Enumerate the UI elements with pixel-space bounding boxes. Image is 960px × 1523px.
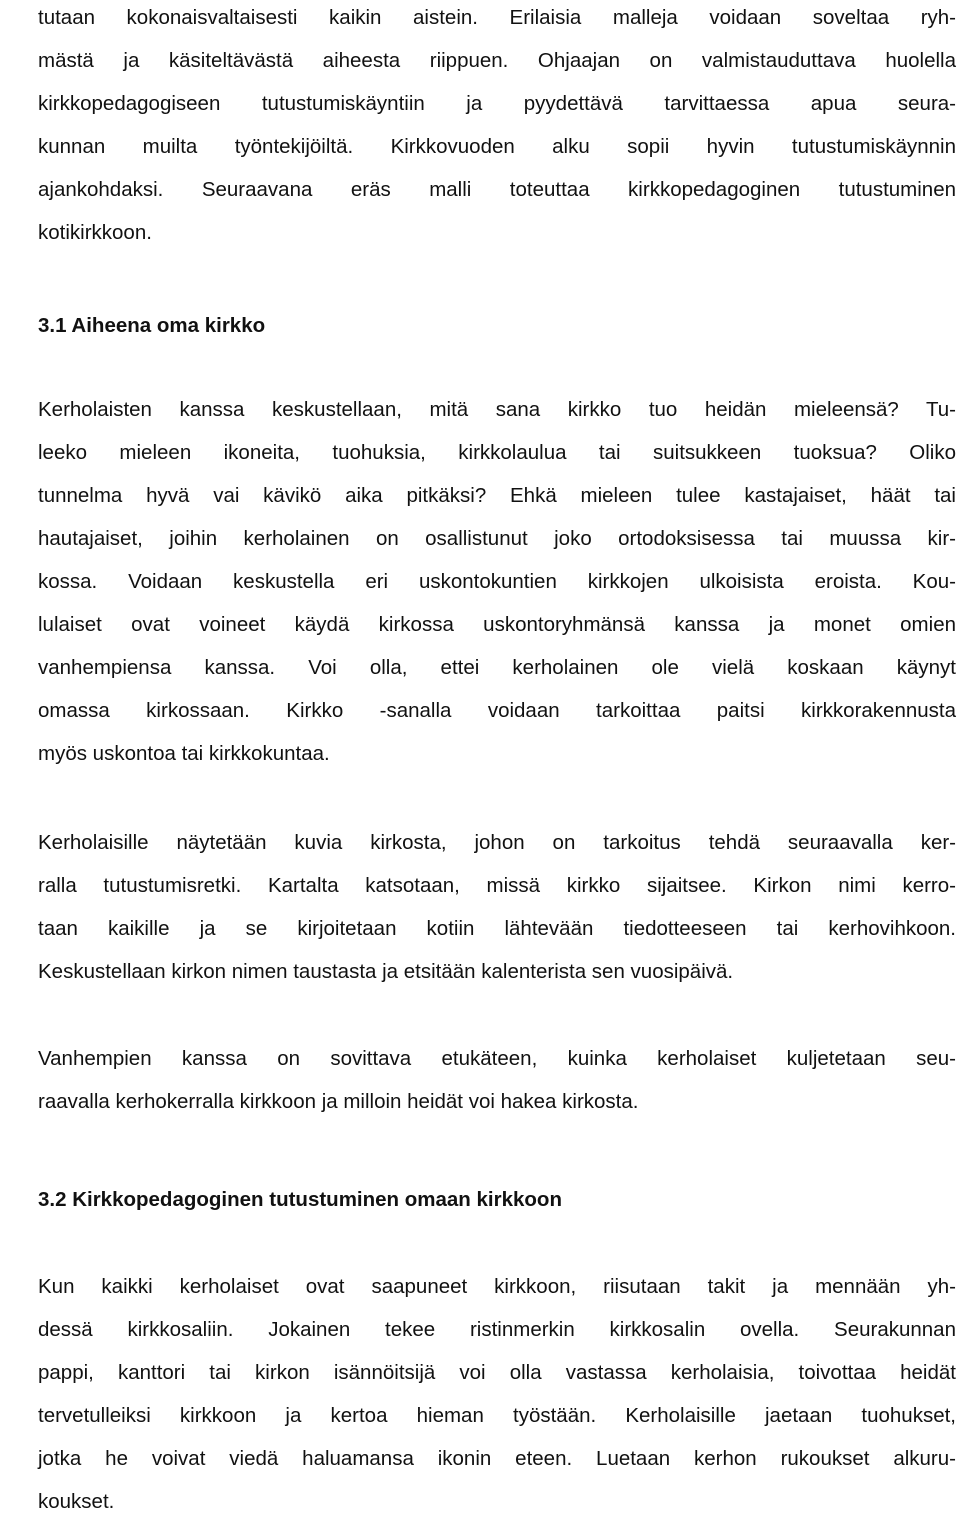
text-line: omassa kirkossaan. Kirkko -sanalla voidaan tarkoittaa paitsi kirkkorakennusta — [38, 699, 956, 722]
text-line: kotikirkkoon. — [38, 221, 152, 244]
text-line: hautajaiset, joihin kerholainen on osallistunut joko ortodoksisessa tai muussa kir- — [38, 527, 956, 550]
text-line: lulaiset ovat voineet käydä kirkossa uskontoryhmänsä kanssa ja monet omien — [38, 613, 956, 636]
section-heading-3-1: 3.1 Aiheena oma kirkko — [38, 314, 266, 337]
text-line: Vanhempien kanssa on sovittava etukäteen, kuinka kerholaiset kuljetetaan seu- — [38, 1047, 956, 1070]
paragraph-3-1-a — [38, 388, 956, 775]
paragraph-3-1-b — [38, 821, 956, 993]
text-line: myös uskontoa tai kirkkokuntaa. — [38, 742, 330, 765]
text-line: Kerholaisten kanssa keskustellaan, mitä sana kirkko tuo heidän mieleensä? Tu- — [38, 398, 956, 421]
text-line: kirkkopedagogiseen tutustumiskäyntiin ja pyydettävä tarvittaessa apua seura- — [38, 92, 956, 115]
text-line: tutaan kokonaisvaltaisesti kaikin aistein. Erilaisia malleja voidaan soveltaa ryh- — [38, 6, 956, 29]
text-line: raavalla kerhokerralla kirkkoon ja milloin heidät voi hakea kirkosta. — [38, 1090, 639, 1113]
text-line: Keskustellaan kirkon nimen taustasta ja etsitään kalenterista sen vuosipäivä. — [38, 960, 734, 983]
text-line: pappi, kanttori tai kirkon isännöitsijä voi olla vastassa kerholaisia, toivottaa heidät — [38, 1361, 956, 1384]
text-line: vanhempiensa kanssa. Voi olla, ettei kerholainen ole vielä koskaan käynyt — [38, 656, 956, 679]
text-line: kunnan muilta työntekijöiltä. Kirkkovuoden alku sopii hyvin tutustumiskäynnin — [38, 135, 956, 158]
text-line: tunnelma hyvä vai kävikö aika pitkäksi? Ehkä mieleen tulee kastajaiset, häät tai — [38, 484, 956, 507]
text-line: taan kaikille ja se kirjoitetaan kotiin lähtevään tiedotteeseen tai kerhovihkoon. — [38, 917, 956, 940]
paragraph-3-1-c — [38, 1037, 956, 1123]
text-line: ralla tutustumisretki. Kartalta katsotaan, missä kirkko sijaitsee. Kirkon nimi kerro- — [38, 874, 956, 897]
text-line: kossa. Voidaan keskustella eri uskontokuntien kirkkojen ulkoisista eroista. Kou- — [38, 570, 956, 593]
text-line: tervetulleiksi kirkkoon ja kertoa hieman työstään. Kerholaisille jaetaan tuohukset, — [38, 1404, 956, 1427]
text-line: Kun kaikki kerholaiset ovat saapuneet kirkkoon, riisutaan takit ja mennään yh- — [38, 1275, 956, 1298]
text-line: jotka he voivat viedä haluamansa ikonin eteen. Luetaan kerhon rukoukset alkuru- — [38, 1447, 956, 1470]
paragraph-3-2-a — [38, 1265, 956, 1523]
section-heading-3-2: 3.2 Kirkkopedagoginen tutustuminen omaan kirkkoon — [38, 1188, 562, 1211]
text-line: dessä kirkkosaliin. Jokainen tekee ristinmerkin kirkkosalin ovella. Seurakunnan — [38, 1318, 956, 1341]
text-line: ajankohdaksi. Seuraavana eräs malli toteuttaa kirkkopedagoginen tutustuminen — [38, 178, 956, 201]
text-line: koukset. — [38, 1490, 115, 1513]
paragraph-intro — [38, 0, 956, 254]
text-line: leeko mieleen ikoneita, tuohuksia, kirkkolaulua tai suitsukkeen tuoksua? Oliko — [38, 441, 956, 464]
text-line: Kerholaisille näytetään kuvia kirkosta, johon on tarkoitus tehdä seuraavalla ker- — [38, 831, 956, 854]
text-line: mästä ja käsiteltävästä aiheesta riippuen. Ohjaajan on valmistauduttava huolella — [38, 49, 956, 72]
